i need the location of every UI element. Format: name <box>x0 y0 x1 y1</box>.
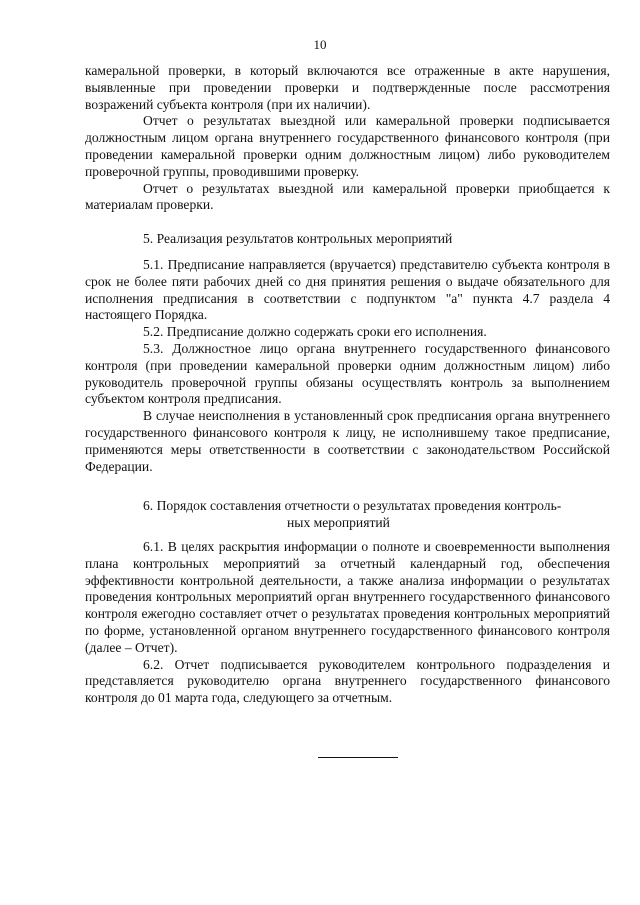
paragraph-5-4: В случае неисполнения в установленный срок предписания органа внутреннего государственного финансового контроля к лицу, не исполнившему такое предписание, применяются меры ответственности в соответствии с законодательством Российской Федерации. <box>85 408 610 474</box>
paragraph-report-contents: камеральной проверки, в который включаются все отраженные в акте нарушения, выявленные при проведении проверки и подтвержденные после рассмотрения возражений субъекта контроля (при их наличии). <box>85 63 610 112</box>
document-body <box>85 63 610 707</box>
paragraph-report-signing: Отчет о результатах выездной или камеральной проверки подписывается должностным лицом органа внутреннего государственного финансового контроля (при проведении камеральной проверки одним должностным лицом) либо руководителем проверочной группы, проводившими проверку. <box>85 113 610 179</box>
paragraph-5-3: 5.3. Должностное лицо органа внутреннего государственного финансового контроля (при проведении камеральной проверки одним должностным лицом) либо руководитель проверочной группы обязаны осуществлять контроль за выполнением субъектом контроля предписания. <box>85 340 610 407</box>
paragraph-6-1: 6.1. В целях раскрытия информации о полноте и своевременности выполнения плана контрольных мероприятий за отчетный календарный год, обеспечения эффективности контрольной деятельности, а также анализа информации о результатах проведения контрольных мероприятий орган внутреннего государственного финансового контроля ежегодно составляет отчет о результатах проведения контрольных мероприятий по форме, установленной органом внутреннего государственного финансового контроля (далее – Отчет). <box>85 538 610 655</box>
paragraph-report-attachment: Отчет о результатах выездной или камеральной проверки приобщается к материалам проверки. <box>85 180 610 213</box>
page-number: 10 <box>313 37 327 52</box>
paragraph-5-1: 5.1. Предписание направляется (вручается) представителю субъекта контроля в срок не более пяти рабочих дней со дня принятия решения о выдаче обязательного для исполнения предписания в соответствии с подпунктом "а" пункта 4.7 раздела 4 настоящего Порядка. <box>85 256 610 323</box>
section-6-heading-line-1: 6. Порядок составления отчетности о результатах проведения контроль- <box>143 498 562 514</box>
paragraph-6-2: 6.2. Отчет подписывается руководителем контрольного подразделения и представляется руководителю органа внутреннего государственного финансового контроля до 01 марта года, следующего за отчетным. <box>85 656 610 706</box>
paragraph-5-2: 5.2. Предписание должно содержать сроки его исполнения. <box>143 324 487 340</box>
section-6-heading <box>85 498 610 532</box>
section-5-heading: 5. Реализация результатов контрольных мероприятий <box>143 231 453 247</box>
section-6-heading-line-2: ных мероприятий <box>287 515 390 531</box>
end-of-document-rule <box>318 757 398 758</box>
